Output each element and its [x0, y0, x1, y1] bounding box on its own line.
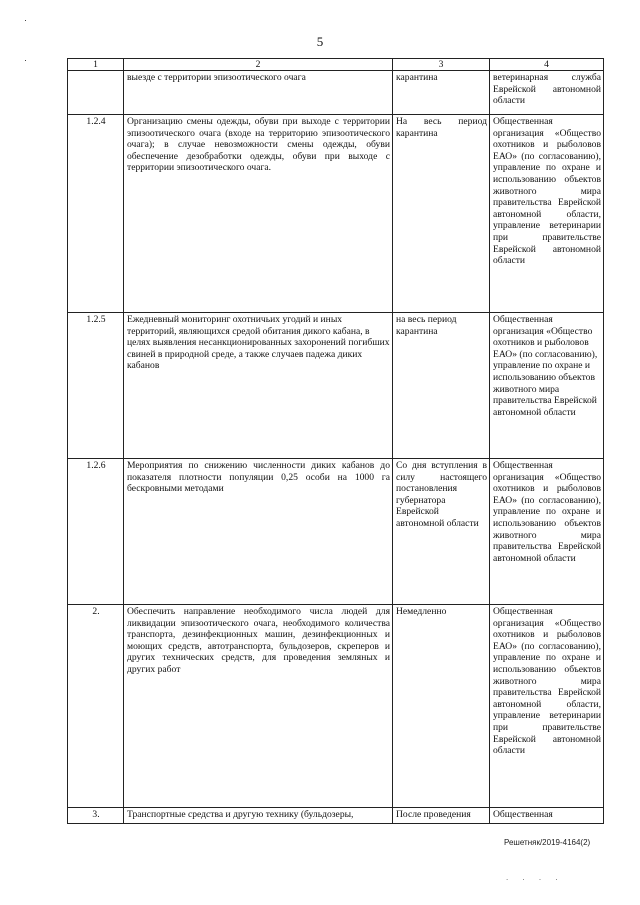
row-term: карантина — [393, 71, 490, 115]
table-header-row — [68, 59, 604, 71]
row-responsible: Общественная организация «Общество охотников и рыболовов ЕАО» (по согласованию), управление по охране и использованию объектов животного мира правительства Еврейской автономной области — [490, 313, 604, 459]
row-number: 1.2.4 — [68, 115, 124, 313]
row-number: 2. — [68, 605, 124, 808]
header-cell: 2 — [124, 59, 393, 71]
row-term: Со дня вступления в силу настоящего постановления губернатора Еврейской автономной области — [393, 459, 490, 605]
row-number — [68, 71, 124, 115]
table-row — [68, 605, 604, 808]
table-row — [68, 115, 604, 313]
row-action: Транспортные средства и другую технику (бульдозеры, — [124, 808, 393, 824]
row-term: На весь период карантина — [393, 115, 490, 313]
row-number: 1.2.6 — [68, 459, 124, 605]
page-number: 5 — [316, 34, 324, 49]
row-action: выезде с территории эпизоотического очага — [124, 71, 393, 115]
scan-mark — [25, 60, 26, 61]
row-action: Ежедневный мониторинг охотничьих угодий и иных территорий, являющихся средой обитания дикого кабана, в целях выявления несанкционированных захоронений погибших свиней в природной среде, а также случаев падежа диких кабанов — [124, 313, 393, 459]
row-responsible: Общественная организация «Общество охотников и рыболовов ЕАО» (по согласованию), управление по охране и использованию объектов животного мира правительства Еврейской автономной области, управление ветеринарии при правительстве Еврейской автономной области — [490, 115, 604, 313]
row-responsible: ветеринарная служба Еврейской автономной области — [490, 71, 604, 115]
row-action: Обеспечить направление необходимого числа людей для ликвидации эпизоотического очага, необходимого количества транспорта, дезинфекционных машин, дезинфекционных и моющих средств, автотранспорта, бульдозеров, скреперов и других технических средств, для проведения земляных и других работ — [124, 605, 393, 808]
table-row — [68, 459, 604, 605]
header-cell: 1 — [68, 59, 124, 71]
table-row — [68, 808, 604, 824]
header-cell: 3 — [393, 59, 490, 71]
row-responsible: Общественная организация «Общество охотников и рыболовов ЕАО» (по согласованию), управление по охране и использованию объектов животного мира правительства Еврейской автономной области — [490, 459, 604, 605]
row-action: Мероприятия по снижению численности диких кабанов до показателя плотности популяции 0,25 особи на 1000 га бескровными методами — [124, 459, 393, 605]
row-term: на весь период карантина — [393, 313, 490, 459]
header-cell: 4 — [490, 59, 604, 71]
scan-marks: . . . . — [506, 873, 564, 882]
table-row — [68, 313, 604, 459]
row-term: После проведения — [393, 808, 490, 824]
row-number: 3. — [68, 808, 124, 824]
row-responsible: Общественная организация «Общество охотников и рыболовов ЕАО» (по согласованию), управление по охране и использованию объектов животного мира правительства Еврейской автономной области, управление ветеринарии при правительстве Еврейской автономной области — [490, 605, 604, 808]
row-term: Немедленно — [393, 605, 490, 808]
measures-table — [67, 58, 604, 824]
row-responsible: Общественная — [490, 808, 604, 824]
row-number: 1.2.5 — [68, 313, 124, 459]
scan-mark — [25, 20, 26, 21]
table-row — [68, 71, 604, 115]
row-action: Организацию смены одежды, обуви при выходе с территории эпизоотического очага (входе на территорию эпизоотического очага); в случае невозможности смены одежды, обуви обеспечение дезобработки одежды, обуви при выходе с территории эпизоотического очага. — [124, 115, 393, 313]
document-reference: Решетняк/2019-4164(2) — [504, 838, 591, 847]
